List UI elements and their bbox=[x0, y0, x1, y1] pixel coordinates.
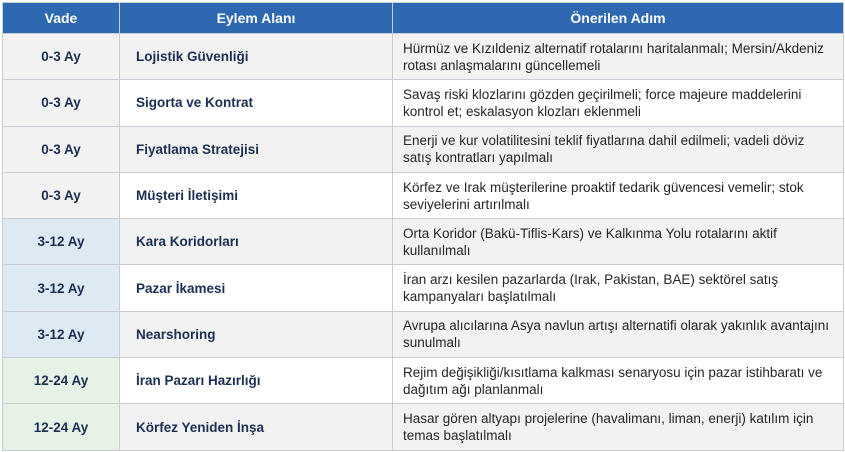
onerilen-adim-cell: Enerji ve kur volatilitesini teklif fiyatlarına dahil edilmeli; vadeli döviz satış kontratları yapılmalı bbox=[393, 126, 844, 172]
vade-cell: 12-24 Ay bbox=[3, 358, 120, 404]
vade-cell: 3-12 Ay bbox=[3, 265, 120, 311]
table-row bbox=[3, 404, 844, 450]
vade-cell: 3-12 Ay bbox=[3, 219, 120, 265]
eylem-alani-cell: Sigorta ve Kontrat bbox=[120, 80, 393, 126]
eylem-alani-cell: Kara Koridorları bbox=[120, 219, 393, 265]
table-row bbox=[3, 265, 844, 311]
table-row bbox=[3, 126, 844, 172]
header-vade: Vade bbox=[3, 3, 120, 34]
eylem-alani-cell: İran Pazarı Hazırlığı bbox=[120, 358, 393, 404]
table-row bbox=[3, 34, 844, 80]
vade-cell: 0-3 Ay bbox=[3, 34, 120, 80]
vade-cell: 12-24 Ay bbox=[3, 404, 120, 450]
header-row bbox=[3, 3, 844, 34]
onerilen-adim-cell: Avrupa alıcılarına Asya navlun artışı alternatifi olarak yakınlık avantajını sunulmalı bbox=[393, 311, 844, 357]
action-plan-table bbox=[2, 2, 844, 451]
vade-cell: 0-3 Ay bbox=[3, 80, 120, 126]
onerilen-adim-cell: İran arzı kesilen pazarlarda (Irak, Pakistan, BAE) sektörel satış kampanyaları başlatılmalı bbox=[393, 265, 844, 311]
eylem-alani-cell: Lojistik Güvenliği bbox=[120, 34, 393, 80]
eylem-alani-cell: Müşteri İletişimi bbox=[120, 172, 393, 218]
vade-cell: 3-12 Ay bbox=[3, 311, 120, 357]
onerilen-adim-cell: Hürmüz ve Kızıldeniz alternatif rotalarını haritalanmalı; Mersin/Akdeniz rotası anlaşmalarını güncellemeli bbox=[393, 34, 844, 80]
header-onerilen-adim: Önerilen Adım bbox=[393, 3, 844, 34]
vade-cell: 0-3 Ay bbox=[3, 126, 120, 172]
header-eylem-alani: Eylem Alanı bbox=[120, 3, 393, 34]
onerilen-adim-cell: Rejim değişikliği/kısıtlama kalkması senaryosu için pazar istihbaratı ve dağıtım ağı planlanmalı bbox=[393, 358, 844, 404]
eylem-alani-cell: Körfez Yeniden İnşa bbox=[120, 404, 393, 450]
eylem-alani-cell: Pazar İkamesi bbox=[120, 265, 393, 311]
onerilen-adim-cell: Orta Koridor (Bakü-Tiflis-Kars) ve Kalkınma Yolu rotalarını aktif kullanılmalı bbox=[393, 219, 844, 265]
table-row bbox=[3, 311, 844, 357]
vade-cell: 0-3 Ay bbox=[3, 172, 120, 218]
table-row bbox=[3, 358, 844, 404]
table-row bbox=[3, 80, 844, 126]
eylem-alani-cell: Nearshoring bbox=[120, 311, 393, 357]
table-row bbox=[3, 219, 844, 265]
eylem-alani-cell: Fiyatlama Stratejisi bbox=[120, 126, 393, 172]
onerilen-adim-cell: Körfez ve Irak müşterilerine proaktif tedarik güvencesi vemelir; stok seviyelerini artırılmalı bbox=[393, 172, 844, 218]
table-row bbox=[3, 172, 844, 218]
onerilen-adim-cell: Savaş riski klozlarını gözden geçirilmeli; force majeure maddelerini kontrol et; eskalasyon klozları eklenmeli bbox=[393, 80, 844, 126]
onerilen-adim-cell: Hasar gören altyapı projelerine (havalimanı, liman, enerji) katılım için temas başlatılmalı bbox=[393, 404, 844, 450]
